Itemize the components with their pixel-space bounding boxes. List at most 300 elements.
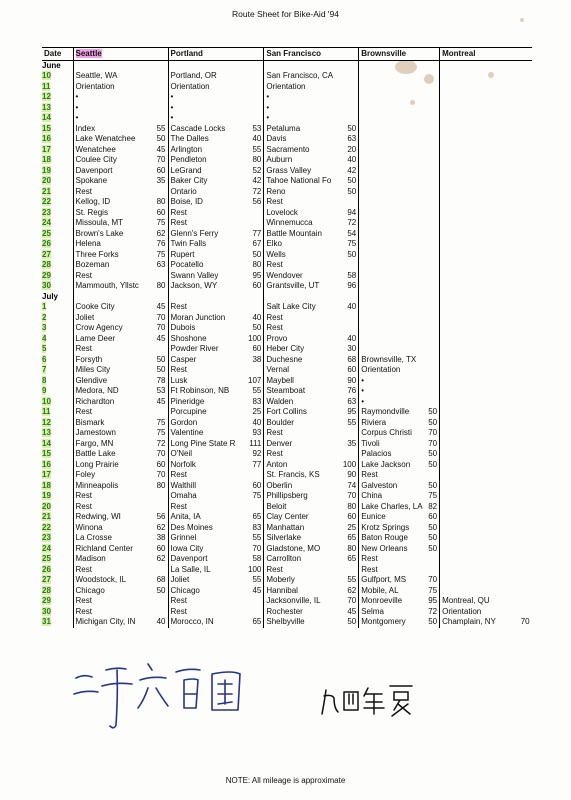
sanfrancisco-miles: 80 (347, 543, 357, 553)
day-number: 12 (42, 417, 51, 427)
montreal-stop (440, 449, 514, 460)
montreal-stop (440, 323, 514, 334)
route-row (42, 271, 532, 282)
montreal-miles (514, 334, 532, 345)
brownsville-miles: 82 (428, 501, 438, 511)
route-row (42, 586, 532, 597)
day-cell (42, 407, 73, 418)
day-cell (42, 512, 73, 523)
day-number: 18 (42, 480, 51, 490)
portland-miles (246, 92, 264, 103)
seattle-miles: 40 (156, 617, 166, 626)
portland-stop: Rest (168, 302, 246, 313)
day-cell (42, 596, 73, 607)
seattle-miles: 75 (156, 428, 166, 437)
sanfrancisco-miles (341, 103, 359, 114)
montreal-miles (514, 239, 532, 250)
day-cell (42, 355, 73, 366)
sanfrancisco-miles: 40 (347, 155, 357, 164)
seattle-miles (152, 491, 168, 502)
day-cell (42, 470, 73, 481)
montreal-stop (440, 260, 514, 271)
day-cell (42, 575, 73, 586)
seattle-stop: Kellog, ID (73, 197, 152, 208)
brownsville-stop: Brownsville, TX (359, 355, 425, 366)
seattle-stop: Rest (73, 502, 152, 513)
mileage-note: NOTE: All mileage is approximate (225, 776, 346, 785)
day-cell (42, 565, 73, 576)
sanfrancisco-miles: 70 (347, 596, 357, 605)
day-number: 9 (42, 386, 47, 395)
brownsville-stop: Eunice (359, 512, 425, 523)
seattle-miles: 35 (156, 176, 166, 185)
sanfrancisco-miles: 94 (347, 207, 357, 217)
portland-stop: Rest (168, 470, 246, 481)
route-row (42, 229, 532, 240)
portland-stop: Ontario (168, 187, 246, 198)
portland-miles: 50 (252, 249, 262, 259)
montreal-miles (514, 176, 532, 187)
montreal-stop: Champlain, NY (440, 617, 514, 628)
montreal-miles (514, 533, 532, 544)
day-number: 29 (42, 596, 51, 605)
portland-stop: Walthill (168, 481, 246, 492)
brownsville-stop: Rest (359, 554, 425, 565)
seattle-stop: Long Prairie (73, 460, 152, 471)
portland-stop: Chicago (168, 586, 246, 597)
sanfrancisco-stop: Steamboat (264, 386, 341, 397)
portland-miles: 40 (252, 417, 262, 427)
brownsville-stop: Rest (359, 470, 425, 481)
portland-miles: 60 (252, 480, 262, 490)
day-cell (42, 155, 73, 166)
seattle-stop: • (73, 113, 152, 124)
brownsville-miles (425, 166, 440, 177)
seattle-miles: 62 (156, 228, 166, 238)
sanfrancisco-stop: • (264, 113, 341, 124)
sanfrancisco-miles: 55 (347, 417, 357, 427)
route-row (42, 418, 532, 429)
route-row (42, 134, 532, 145)
montreal-miles (514, 260, 532, 271)
sanfrancisco-stop: Phillipsberg (264, 491, 341, 502)
day-number: 23 (42, 207, 51, 217)
seattle-stop: Rest (73, 596, 152, 607)
stain-4 (520, 18, 524, 22)
montreal-miles (514, 596, 532, 607)
route-row (42, 113, 532, 124)
day-cell (42, 250, 73, 261)
day-cell (42, 334, 73, 345)
portland-stop: La Salle, IL (168, 565, 246, 576)
brownsville-stop: Riviera (359, 418, 425, 429)
route-row (42, 239, 532, 250)
header-seattle: Seattle (75, 49, 102, 58)
seattle-stop: Madison (73, 554, 152, 565)
seattle-miles: 50 (156, 585, 166, 595)
portland-miles (246, 596, 264, 607)
sanfrancisco-stop: Anton (264, 460, 341, 471)
brownsville-stop (359, 281, 425, 292)
brownsville-stop: Selma (359, 607, 425, 618)
montreal-stop (440, 208, 514, 219)
portland-stop: Joliet (168, 575, 246, 586)
day-number: 12 (42, 92, 51, 101)
route-row (42, 565, 532, 576)
montreal-stop (440, 544, 514, 555)
brownsville-miles (425, 365, 440, 376)
seattle-stop: Miles City (73, 365, 152, 376)
portland-stop: Shoshone (168, 334, 246, 345)
sanfrancisco-stop: Maybell (264, 376, 341, 387)
day-cell (42, 523, 73, 534)
route-row (42, 428, 532, 439)
day-cell (42, 544, 73, 555)
route-row (42, 439, 532, 450)
sanfrancisco-stop: Rest (264, 313, 341, 324)
handwriting-left (72, 650, 252, 740)
brownsville-miles (425, 155, 440, 166)
day-number: 3 (42, 323, 47, 332)
sanfrancisco-stop: Wells (264, 250, 341, 261)
seattle-stop: Foley (73, 470, 152, 481)
day-cell (42, 554, 73, 565)
seattle-miles: 75 (156, 249, 166, 259)
day-cell (42, 418, 73, 429)
portland-miles (246, 71, 264, 82)
montreal-stop (440, 565, 514, 576)
day-cell (42, 302, 73, 313)
brownsville-stop (359, 103, 425, 114)
montreal-miles (514, 250, 532, 261)
seattle-miles (152, 103, 168, 114)
sanfrancisco-miles: 30 (347, 344, 357, 353)
montreal-miles (514, 187, 532, 198)
seattle-miles: 45 (156, 144, 166, 154)
brownsville-miles (425, 281, 440, 292)
brownsville-stop: Baton Rouge (359, 533, 425, 544)
brownsville-miles (425, 176, 440, 187)
sanfrancisco-miles: 50 (347, 123, 357, 133)
brownsville-stop: Corpus Christi (359, 428, 425, 439)
day-cell (42, 460, 73, 471)
seattle-stop: Joliet (73, 313, 152, 324)
montreal-stop (440, 281, 514, 292)
montreal-stop (440, 197, 514, 208)
portland-stop: Cascade Locks (168, 124, 246, 135)
portland-miles: 55 (252, 533, 262, 542)
seattle-miles (152, 344, 168, 355)
montreal-stop (440, 344, 514, 355)
day-cell (42, 271, 73, 282)
montreal-stop (440, 113, 514, 124)
seattle-stop: Redwing, WI (73, 512, 152, 523)
seattle-miles: 62 (156, 522, 166, 532)
day-cell (42, 92, 73, 103)
sanfrancisco-stop: Sacramento (264, 145, 341, 156)
day-number: 26 (42, 564, 51, 574)
montreal-miles (514, 586, 532, 597)
montreal-stop (440, 365, 514, 376)
sanfrancisco-miles: 50 (347, 176, 357, 185)
brownsville-stop: Orientation (359, 365, 425, 376)
portland-miles: 65 (252, 512, 262, 521)
brownsville-stop (359, 260, 425, 271)
seattle-miles: 60 (156, 459, 166, 469)
montreal-stop (440, 470, 514, 481)
sanfrancisco-stop: Gladstone, MO (264, 544, 341, 555)
seattle-miles: 78 (156, 375, 166, 385)
month-label: July (42, 291, 59, 301)
day-number: 16 (42, 134, 51, 143)
brownsville-stop (359, 344, 425, 355)
sanfrancisco-miles: 50 (347, 617, 357, 626)
sanfrancisco-miles: 65 (347, 554, 357, 563)
route-row (42, 281, 532, 292)
montreal-miles (514, 470, 532, 481)
sanfrancisco-miles: 40 (347, 333, 357, 343)
brownsville-stop: Palacios (359, 449, 425, 460)
brownsville-miles (425, 554, 440, 565)
brownsville-miles (425, 397, 440, 408)
sanfrancisco-miles: 54 (347, 228, 357, 238)
portland-miles (246, 502, 264, 513)
montreal-miles (514, 565, 532, 576)
day-number: 16 (42, 459, 51, 469)
portland-stop: O'Neil (168, 449, 246, 460)
day-number: 23 (42, 533, 51, 542)
route-row (42, 460, 532, 471)
montreal-stop (440, 71, 514, 82)
sanfrancisco-miles: 95 (347, 407, 357, 416)
brownsville-stop (359, 145, 425, 156)
brownsville-miles (425, 565, 440, 576)
brownsville-stop: Raymondville (359, 407, 425, 418)
brownsville-stop (359, 187, 425, 198)
portland-stop: The Dalles (168, 134, 246, 145)
day-cell (42, 491, 73, 502)
montreal-miles (514, 323, 532, 334)
sanfrancisco-stop: Fort Collins (264, 407, 341, 418)
montreal-stop (440, 428, 514, 439)
seattle-stop: Spokane (73, 176, 152, 187)
day-number: 10 (42, 71, 51, 80)
brownsville-miles (425, 208, 440, 219)
sanfrancisco-stop: Jacksonville, IL (264, 596, 341, 607)
sanfrancisco-miles: 20 (347, 144, 357, 154)
brownsville-miles (425, 260, 440, 271)
portland-miles: 77 (252, 459, 262, 469)
sanfrancisco-miles: 75 (347, 239, 357, 248)
montreal-miles (514, 82, 532, 93)
portland-miles: 100 (248, 333, 262, 343)
portland-stop: Gordon (168, 418, 246, 429)
sanfrancisco-stop: Battle Mountain (264, 229, 341, 240)
sanfrancisco-stop: Grantsville, UT (264, 281, 341, 292)
sanfrancisco-stop: Heber City (264, 344, 341, 355)
day-cell (42, 617, 73, 628)
seattle-miles: 50 (156, 354, 166, 364)
route-row (42, 145, 532, 156)
route-row (42, 92, 532, 103)
day-number: 1 (42, 302, 47, 311)
portland-miles: 80 (252, 155, 262, 164)
brownsville-miles (425, 323, 440, 334)
portland-stop: Rest (168, 607, 246, 618)
seattle-stop: Seattle, WA (73, 71, 152, 82)
day-cell (42, 481, 73, 492)
brownsville-miles (425, 92, 440, 103)
sanfrancisco-stop: • (264, 92, 341, 103)
seattle-miles: 45 (156, 302, 166, 311)
brownsville-stop: • (359, 397, 425, 408)
day-cell (42, 397, 73, 408)
portland-stop: Ft Robinson, NB (168, 386, 246, 397)
seattle-miles: 60 (156, 543, 166, 553)
montreal-stop (440, 355, 514, 366)
seattle-stop: Woodstock, IL (73, 575, 152, 586)
day-number: 13 (42, 428, 51, 437)
route-table (42, 47, 532, 628)
montreal-miles (514, 407, 532, 418)
sanfrancisco-miles: 63 (347, 396, 357, 406)
portland-miles: 67 (252, 239, 262, 248)
montreal-stop (440, 523, 514, 534)
route-row (42, 313, 532, 324)
day-cell (42, 365, 73, 376)
sanfrancisco-miles: 100 (342, 459, 357, 469)
route-row (42, 575, 532, 586)
route-row (42, 250, 532, 261)
brownsville-miles (425, 250, 440, 261)
brownsville-stop (359, 134, 425, 145)
portland-miles: 25 (252, 407, 262, 416)
seattle-stop: Richland Center (73, 544, 152, 555)
portland-stop: • (168, 92, 246, 103)
montreal-stop (440, 376, 514, 387)
route-row (42, 197, 532, 208)
portland-miles: 56 (252, 197, 262, 206)
brownsville-miles: 50 (428, 459, 438, 469)
sanfrancisco-miles: 90 (347, 375, 357, 385)
brownsville-miles (425, 344, 440, 355)
seattle-stop: Fargo, MN (73, 439, 152, 450)
header-date: Date (42, 48, 73, 61)
route-table-body (42, 60, 532, 628)
montreal-miles (514, 197, 532, 208)
seattle-miles: 76 (156, 239, 166, 248)
portland-stop: Valentine (168, 428, 246, 439)
portland-miles: 70 (252, 543, 262, 553)
brownsville-stop: Montgomery (359, 617, 425, 628)
brownsville-stop (359, 313, 425, 324)
montreal-miles (514, 302, 532, 313)
montreal-miles (514, 344, 532, 355)
seattle-stop: Davenport (73, 166, 152, 177)
sanfrancisco-stop: Moberly (264, 575, 341, 586)
brownsville-stop: Mobile, AL (359, 586, 425, 597)
seattle-stop: Rest (73, 187, 152, 198)
route-row (42, 376, 532, 387)
header-row (42, 48, 532, 61)
day-number: 8 (42, 375, 47, 385)
sanfrancisco-miles (341, 197, 359, 208)
portland-miles: 52 (252, 165, 262, 175)
portland-stop: Baker City (168, 176, 246, 187)
montreal-miles (514, 124, 532, 135)
montreal-stop (440, 575, 514, 586)
portland-stop: Anita, IA (168, 512, 246, 523)
day-number: 30 (42, 281, 51, 290)
portland-stop: Morocco, IN (168, 617, 246, 628)
seattle-miles: 72 (156, 438, 166, 448)
montreal-stop (440, 554, 514, 565)
brownsville-stop: Gulfport, MS (359, 575, 425, 586)
seattle-miles (152, 271, 168, 282)
seattle-miles: 75 (156, 417, 166, 427)
day-number: 17 (42, 144, 51, 154)
brownsville-miles (425, 376, 440, 387)
montreal-miles: 70 (520, 617, 530, 626)
montreal-stop (440, 512, 514, 523)
brownsville-stop (359, 218, 425, 229)
sanfrancisco-stop: Silverlake (264, 533, 341, 544)
day-number: 6 (42, 354, 47, 364)
seattle-miles: 56 (156, 512, 166, 521)
day-cell (42, 71, 73, 82)
seattle-miles: 38 (156, 533, 166, 542)
sanfrancisco-miles: 72 (347, 218, 357, 227)
brownsville-miles: 75 (428, 585, 438, 595)
route-row (42, 124, 532, 135)
portland-miles: 107 (248, 375, 262, 385)
seattle-stop: Richardton (73, 397, 152, 408)
portland-miles: 77 (252, 228, 262, 238)
route-row (42, 607, 532, 618)
portland-miles: 95 (252, 270, 262, 280)
route-row (42, 386, 532, 397)
route-row (42, 491, 532, 502)
montreal-miles (514, 208, 532, 219)
portland-miles: 50 (252, 323, 262, 332)
day-cell (42, 145, 73, 156)
sanfrancisco-miles (341, 428, 359, 439)
brownsville-miles: 50 (428, 480, 438, 490)
sanfrancisco-miles: 62 (347, 585, 357, 595)
day-number: 20 (42, 176, 51, 185)
brownsville-stop (359, 155, 425, 166)
seattle-miles (152, 82, 168, 93)
brownsville-stop: Monroeville (359, 596, 425, 607)
montreal-stop (440, 302, 514, 313)
route-row (42, 155, 532, 166)
sanfrancisco-stop: Reno (264, 187, 341, 198)
montreal-stop (440, 271, 514, 282)
brownsville-miles (425, 355, 440, 366)
seattle-miles: 45 (156, 396, 166, 406)
day-cell (42, 533, 73, 544)
day-number: 14 (42, 113, 51, 122)
portland-miles: 53 (252, 123, 262, 133)
montreal-miles (514, 460, 532, 471)
document-title: Route Sheet for Bike-Aid '94 (232, 9, 339, 19)
sanfrancisco-stop: Lovelock (264, 208, 341, 219)
portland-miles: 92 (252, 449, 262, 458)
portland-stop: LeGrand (168, 166, 246, 177)
sanfrancisco-stop: Boulder (264, 418, 341, 429)
sanfrancisco-miles: 90 (347, 470, 357, 479)
portland-stop: Portland, OR (168, 71, 246, 82)
